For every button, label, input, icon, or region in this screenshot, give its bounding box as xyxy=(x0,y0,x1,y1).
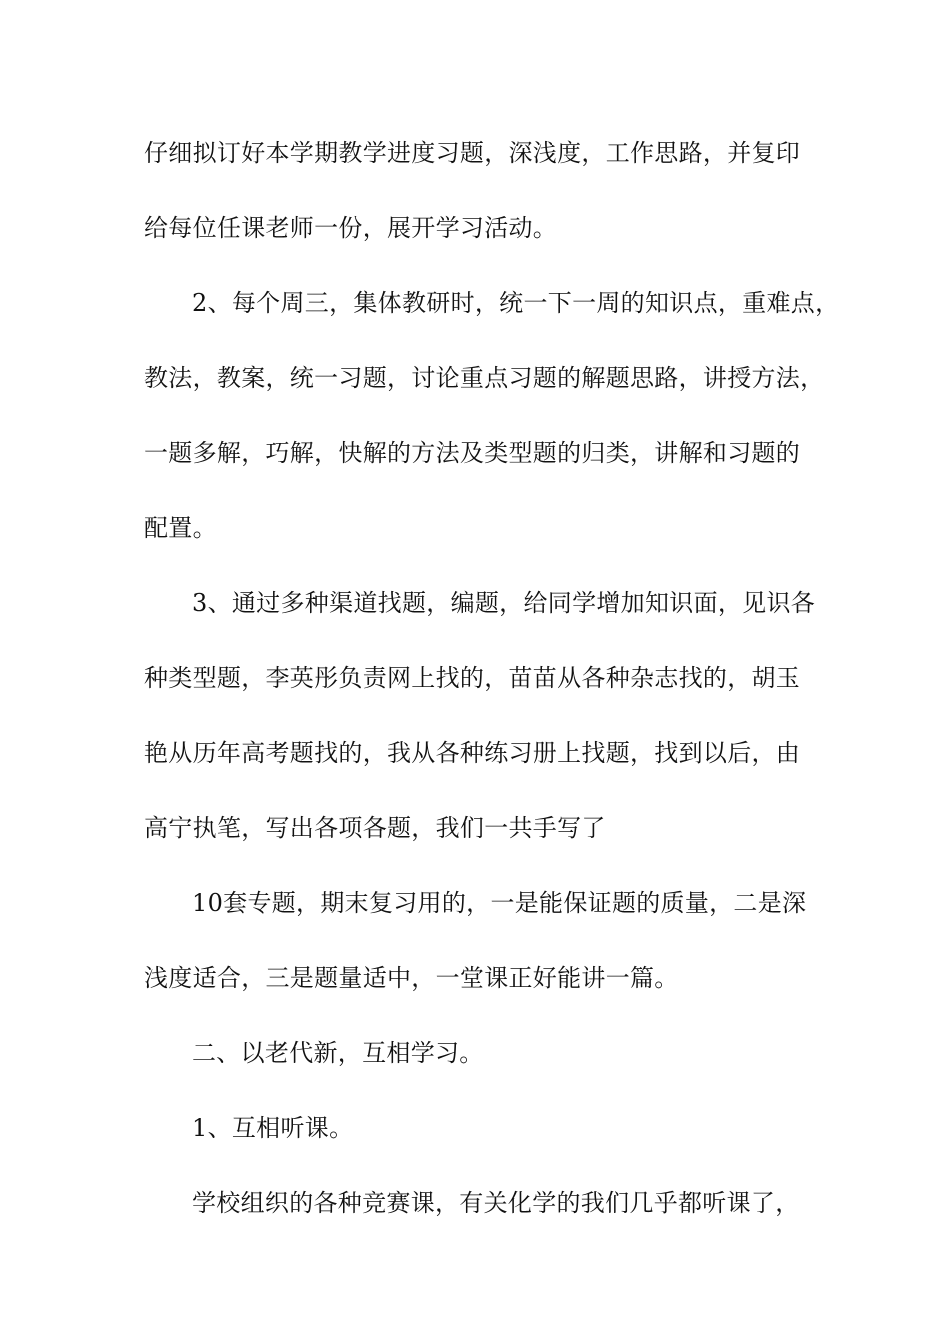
text-line: 教法，教案，统一习题，讨论重点习题的解题思路，讲授方法， xyxy=(144,364,825,392)
section-heading: 二、以老代新，互相学习。 xyxy=(192,1039,484,1067)
text-line: 配置。 xyxy=(144,514,217,542)
text-line: 给每位任课老师一份，展开学习活动。 xyxy=(144,214,558,242)
paragraph-start: 2、每个周三，集体教研时，统一下一周的知识点，重难点， xyxy=(192,289,840,317)
text-line: 一题多解，巧解，快解的方法及类型题的归类，讲解和习题的 xyxy=(144,439,801,467)
subsection-heading: 1、互相听课。 xyxy=(192,1114,354,1142)
text-line: 仔细拟订好本学期教学进度习题，深浅度，工作思路，并复印 xyxy=(144,139,801,167)
text-line: 艳从历年高考题找的，我从各种练习册上找题，找到以后，由 xyxy=(144,739,801,767)
paragraph-start: 10套专题，期末复习用的，一是能保证题的质量，二是深 xyxy=(192,889,807,917)
text-line: 高宁执笔，写出各项各题，我们一共手写了 xyxy=(144,814,606,842)
text-line: 浅度适合，三是题量适中，一堂课正好能讲一篇。 xyxy=(144,964,679,992)
paragraph-start: 3、通过多种渠道找题，编题，给同学增加知识面，见识各 xyxy=(192,589,816,617)
text-line: 种类型题，李英彤负责网上找的，苗苗从各种杂志找的，胡玉 xyxy=(144,664,801,692)
paragraph-start: 学校组织的各种竞赛课，有关化学的我们几乎都听课了， xyxy=(192,1189,800,1217)
